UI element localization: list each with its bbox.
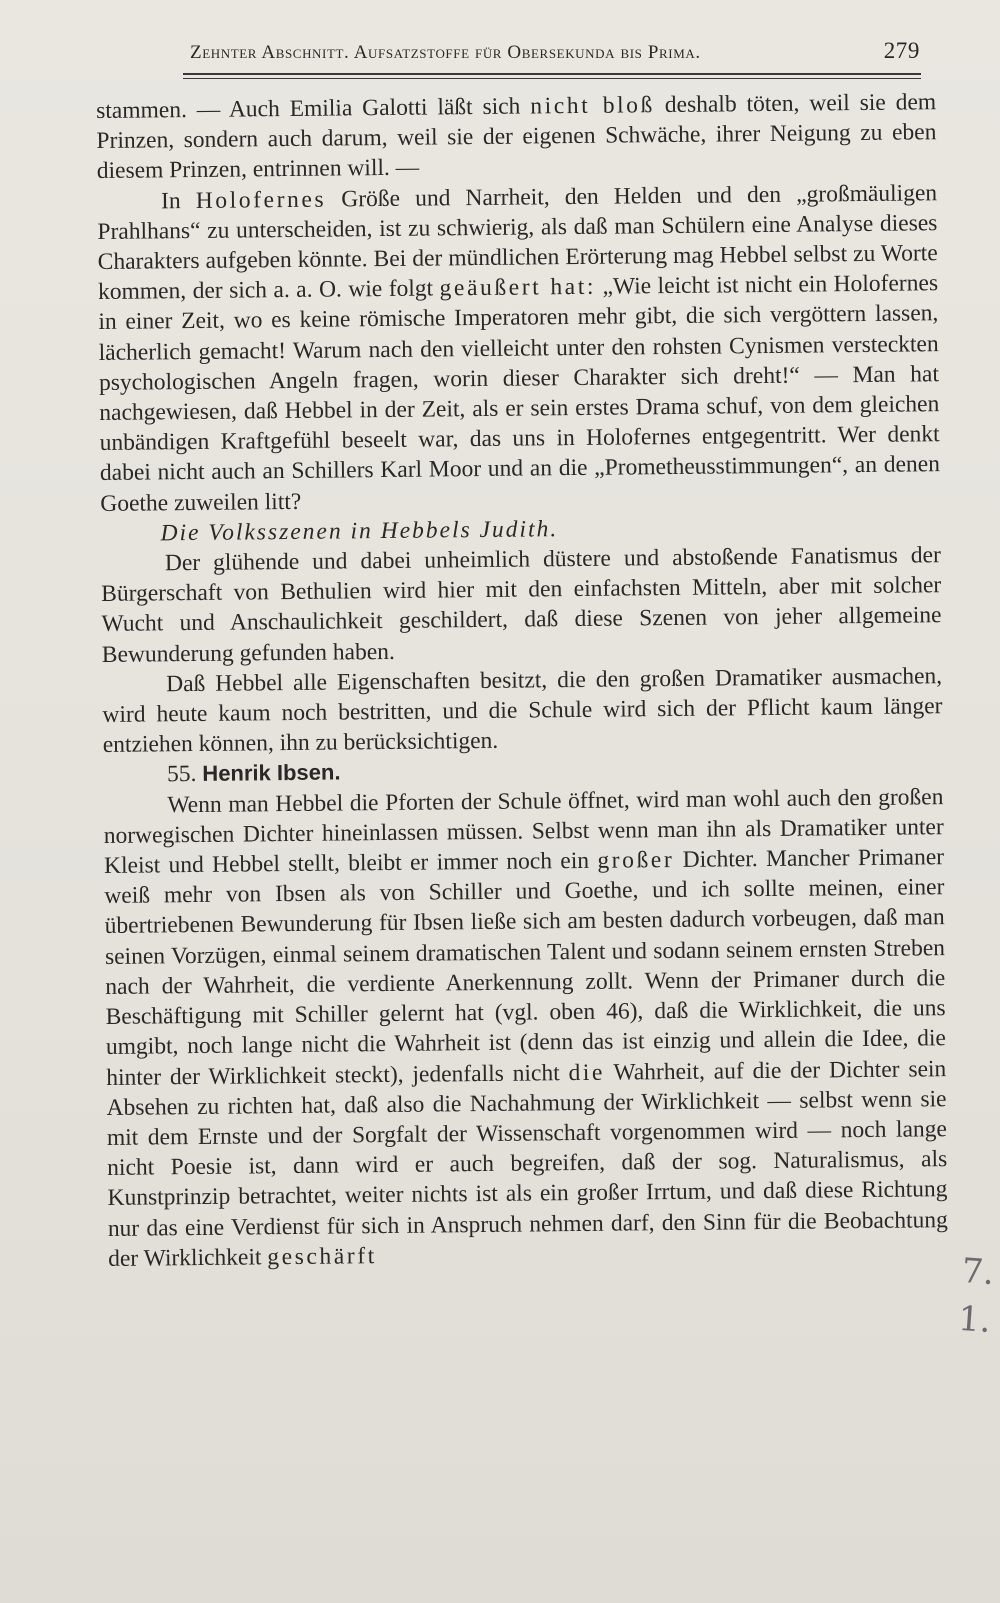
body-text [96,87,948,1274]
paragraph-holofernes: In Holofernes Größe und Narrheit, den Helden und den „großmäuligen Prahlhans“ zu unterscheiden, ist zu schwierig, als daß man Schülern eine Analyse dieses Charakters aufgeben könnte. Bei der mündlichen Erörterung mag Hebbel selbst zu Worte kommen, der sich a. a. O. wie folgt geäußert hat: „Wie leicht ist nicht ein Holofernes in einer Zeit, wo es keine römische Imperatoren mehr gibt, die sich vergöttern lassen, lächerlich gemacht! Warum nach den vielleicht unter den rohsten Cynismen versteckten psychologischen Angeln fragen, worin dieser Charakter sich dreht!“ — Man hat nachgewiesen, daß Hebbel in der Zeit, als er sein erstes Drama schuf, von dem gleichen unbändigen Kraftgefühl beseelt war, das uns in Holofernes entgegentritt. Wer denkt dabei nicht auch an Schillers Karl Moor und an die „Prometheusstimmungen“, an denen Goethe zuweilen litt? [97,179,941,517]
handwritten-margin-note: 7. 1. [956,1250,996,1341]
header-rule-thick [183,73,921,75]
spaced-emphasis: die [568,1059,606,1086]
section-number: 55. [166,761,197,788]
paragraph-hebbel-schule: Daß Hebbel alle Eigenschaften besitzt, die den großen Dramatiker ausmachen, wird heute kaum noch bestritten, und die Schule wird sich der Pflicht kaum länger entziehen können, ihn zu berücksichtigen. [102,663,943,759]
running-title: Zehnter Abschnitt. Aufsatzstoffe für Obersekunda bis Prima. [190,42,701,63]
paragraph-fanatismus: Der glühende und dabei unheimlich düstere und abstoßende Fanatismus der Bürgerschaft von Bethulien wird hier mit den einfachsten Mitteln, aber mit solcher Wucht und Anschaulichkeit geschildert, daß diese Szenen von jeher allgemeine Bewunderung gefunden haben. [101,542,942,668]
spaced-emphasis: geschärft [267,1242,377,1270]
spaced-emphasis: geäußert hat: [439,273,597,302]
subheading-volksszenen: Die Volksszenen in Hebbels Judith. [160,516,559,547]
spaced-emphasis: Holofernes [195,186,327,214]
section-title: Henrik Ibsen. [202,759,341,787]
page-number: 279 [883,38,920,63]
paragraph-emilia-galotti: stammen. — Auch Emilia Galotti läßt sich nicht bloß deshalb töten, weil sie dem Prinzen, sondern auch darum, weil sie der eigenen Schwäche, ihrer Neigung zu eben diesem Prinzen, entrinnen will. — [96,89,937,185]
spaced-emphasis: großer [597,847,675,874]
spaced-emphasis: nicht bloß [530,92,656,120]
header-rule-thin [183,78,921,79]
paragraph-ibsen: Wenn man Hebbel die Pforten der Schule öffnet, wird man wohl auch den großen norwegischen Dichter hineinlassen müssen. Selbst wenn man ihn als Dramatiker unter Kleist und Hebbel stellt, bleibt er immer noch ein großer Dichter. Mancher Primaner weiß mehr von Ibsen als von Schiller und Goethe, und ich sollte meinen, einer übertriebenen Bewunderung für Ibsen ließe sich am besten dadurch vorbeugen, daß man seinen Vorzügen, einmal seinem dramatischen Talent und sodann seinem ernsten Streben nach der Wahrheit, die verdiente Anerkennung zollt. Wenn der Primaner durch die Beschäftigung mit Schiller gelernt hat (vgl. oben 46), daß die Wirklichkeit, die uns umgibt, noch lange nicht die Wahrheit ist (denn das ist einzig und allein die Idee, die hinter der Wirklichkeit steckt), jedenfalls nicht die Wahrheit, auf die der Dichter sein Absehen zu richten hat, daß also die Nachahmung der Wirklichkeit — selbst wenn sie mit dem Ernste und der Sorgfalt der Wissenschaft vorgenommen wird — noch lange nicht Poesie ist, dann wird er auch begreifen, daß der sog. Naturalismus, als Kunstprinzip betrachtet, weiter nichts ist als ein großer Irrtum, und daß diese Richtung nur das eine Verdienst für sich in Anspruch nehmen darf, den Sinn für die Beobachtung der Wirklichkeit geschärft [103,783,948,1272]
running-header [190,38,920,64]
